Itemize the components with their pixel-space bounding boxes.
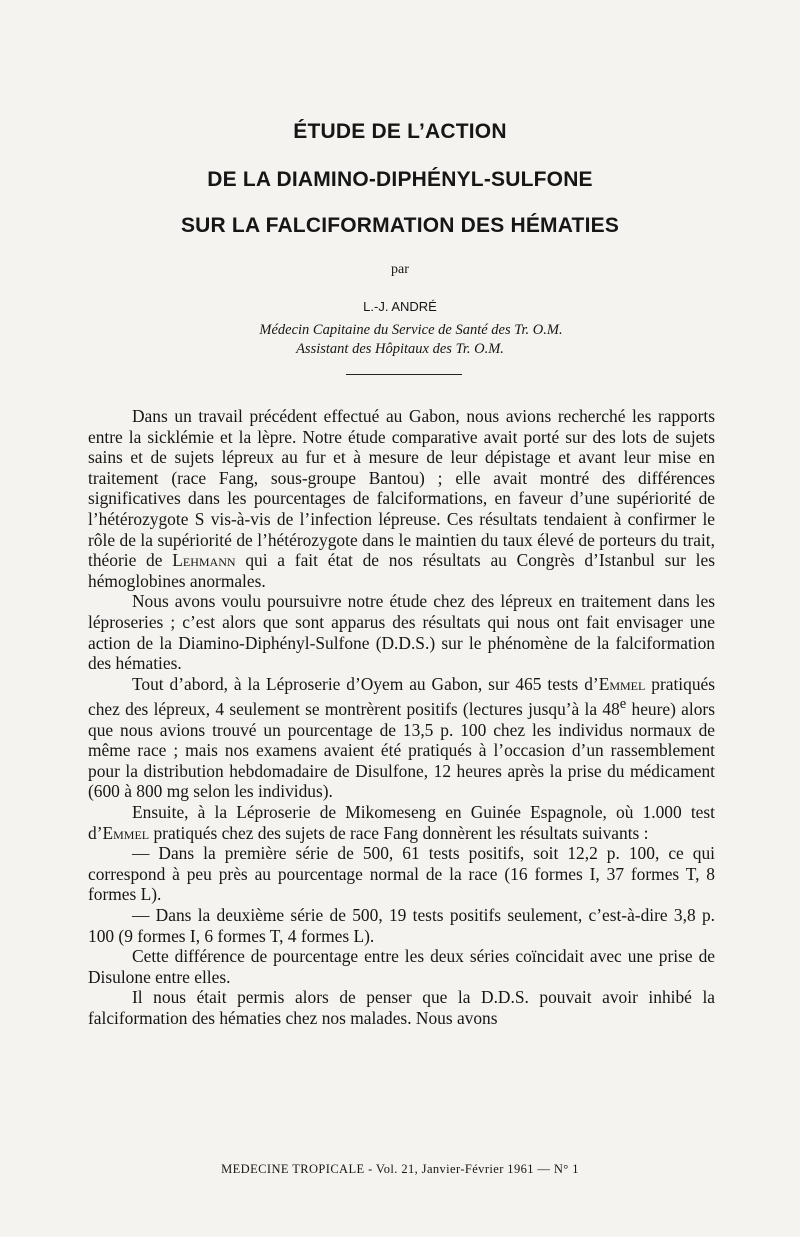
paragraph-1-text-a: Dans un travail précédent effectué au Gabon, nous avions recherché les rapports entre la sicklémie et la lèpre. Notre étude comparative avait porté sur des lots de sujets sains et de sujets lépreux au fur et à mesure de leur dépistage et avant leur mise en traitement (race Fang, sous-groupe Bantou) ; elle avait montré des différences significatives dans les pourcentages de falciformations, en faveur d’une supériorité de l’hétérozygote S vis-à-vis de l’infection lépreuse. Ces résultats tendaient à confirmer le rôle de la supériorité de l’hétérozygote dans le maintien du taux élevé de porteurs du trait, théorie de (88, 406, 715, 571)
journal-footer: MEDECINE TROPICALE - Vol. 21, Janvier-Février 1961 — N° 1 (221, 1162, 579, 1176)
paragraph-4-text-a: Ensuite, à la Léproserie de Mikomeseng en Guinée Espagnole, où 1.000 test d’ (88, 802, 715, 843)
author-citation-lehmann: Lehmann (172, 550, 236, 571)
separator-rule (346, 374, 462, 375)
paragraph-3-hour-number: 48 (602, 699, 620, 720)
author-name: L.-J. ANDRÉ (363, 299, 437, 314)
paragraph-3-text-b: pratiqués chez des lépreux, 4 seulement se montrèrent positifs (lectures jusqu’à la (88, 673, 715, 720)
byline-par: par (391, 262, 409, 277)
paragraph-2: Nous avons voulu poursuivre notre étude chez des lépreux en traitement dans les léproseries ; c’est alors que sont apparus des résultats qui nous ont fait envisager une action de la Diamino-Diphényl-Sulfone (D.D.S.) sur le phénomène de la falciformation des hématies. (88, 591, 715, 674)
paragraph-1-text-b: qui a fait état de nos résultats au Congrès d’Istanbul sur les hémoglobines anormales. (88, 550, 715, 591)
paragraph-4-text-b: pratiqués chez des sujets de race Fang donnèrent les résultats suivants : (149, 822, 649, 843)
article-body (88, 406, 715, 1029)
paragraph-3-text-a: Tout d’abord, à la Léproserie d’Oyem au Gabon, sur 465 tests d’ (132, 673, 599, 694)
paragraph-3-superscript: e (619, 696, 627, 713)
paragraph-3 (88, 674, 715, 802)
test-name-emmel-2: Emmel (102, 822, 150, 843)
title-line-3: SUR LA FALCIFORMATION DES HÉMATIES (180, 214, 620, 237)
test-name-emmel: Emmel (598, 673, 646, 694)
paragraph-4 (88, 802, 715, 843)
title-line-1: ÉTUDE DE L’ACTION (293, 120, 507, 143)
paragraph-1 (88, 406, 715, 591)
results-item-1: — Dans la première série de 500, 61 tests positifs, soit 12,2 p. 100, ce qui correspond à peu près au pourcentage normal de la race (16 formes I, 37 formes T, 8 formes L). (88, 843, 715, 905)
paragraph-6: Il nous était permis alors de penser que la D.D.S. pouvait avoir inhibé la falciformation des hématies chez nos malades. Nous avons (88, 987, 715, 1029)
results-item-2: — Dans la deuxième série de 500, 19 tests positifs seulement, c’est-à-dire 3,8 p. 100 (9 formes I, 6 formes T, 4 formes L). (88, 905, 715, 946)
paragraph-3-text-c: heure) alors que nous avions trouvé un pourcentage de 13,5 p. 100 chez les individus normaux de même race ; mais nos examens avaient été pratiqués à l’occasion d’un rassemblement pour la distribution hebdomadaire de Disulfone, 12 heures après la prise du médicament (600 à 800 mg selon les individus). (88, 699, 715, 802)
author-affiliation-1: Médecin Capitaine du Service de Santé des Tr. O.M. (259, 322, 563, 338)
paragraph-5: Cette différence de pourcentage entre les deux séries coïncidait avec une prise de Disulone entre elles. (88, 946, 715, 987)
author-affiliation-2: Assistant des Hôpitaux des Tr. O.M. (296, 341, 504, 357)
title-line-2: DE LA DIAMINO-DIPHÉNYL-SULFONE (207, 168, 593, 191)
